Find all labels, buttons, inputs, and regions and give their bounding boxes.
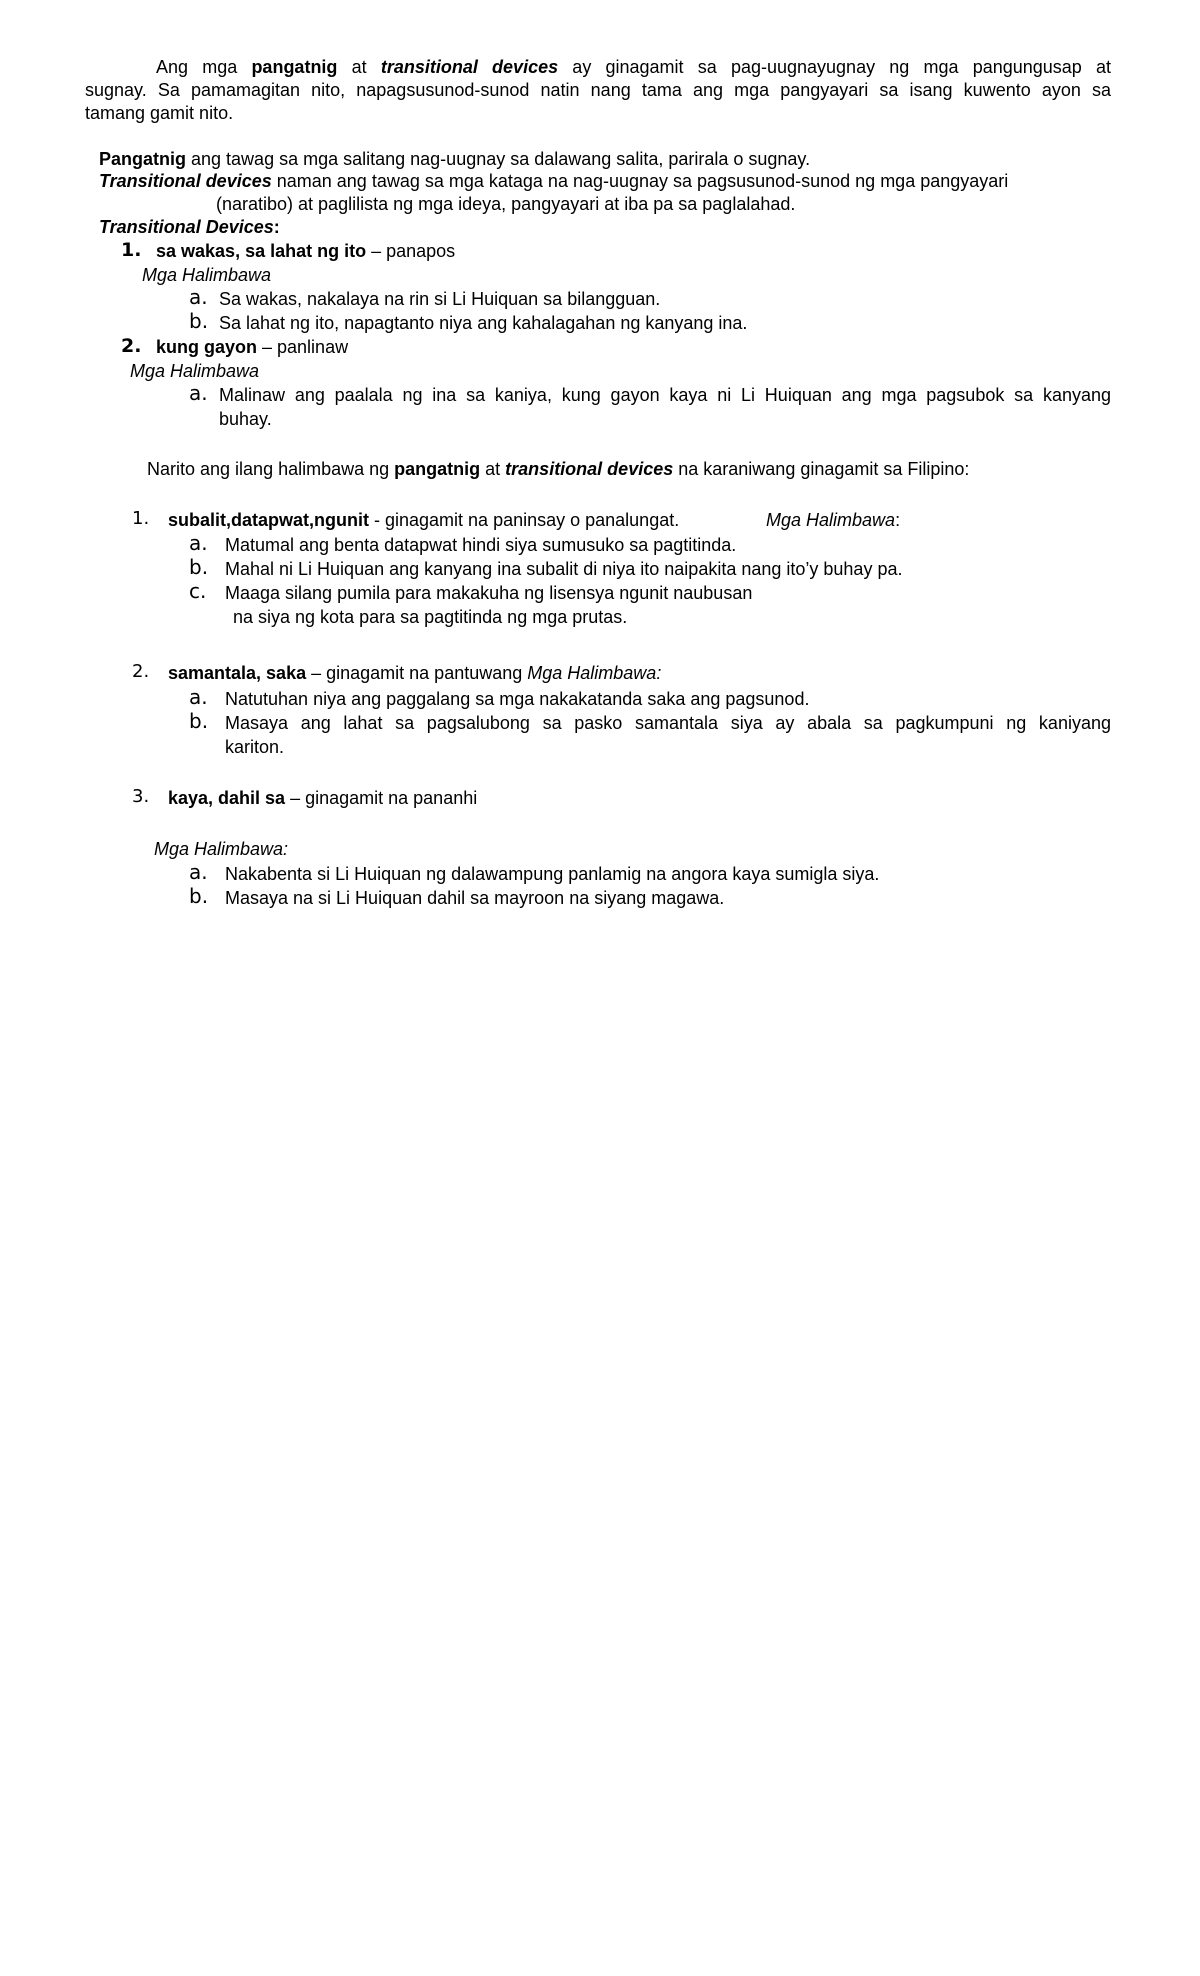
td-item-1-example-b: Sa lahat ng ito, napagtanto niya ang kahalagahan ng kanyang ina. bbox=[219, 313, 748, 333]
list-item-2: samantala, saka – ginagamit na pantuwang Mga Halimbawa: bbox=[168, 663, 662, 683]
list-item-1-examples-label: Mga Halimbawa: bbox=[766, 510, 901, 530]
list-item-1-example-a: Matumal ang benta datapwat hindi siya sumusuko sa pagtitinda. bbox=[225, 535, 737, 555]
list-item-3-example-a: Nakabenta si Li Huiquan ng dalawampung panlamig na angora kaya sumigla siya. bbox=[225, 864, 880, 884]
list-item-3-example-a-letter: a. bbox=[189, 860, 208, 884]
intro-line-1: Ang mga pangatnig at transitional devices ay ginagamit sa pag-uugnayugnay ng mga pangungusap at bbox=[156, 57, 1112, 77]
intro-line-2: sugnay. Sa pamamagitan nito, napagsusunod-sunod natin nang tama ang mga pangyayari sa isang kuwento ayon sa bbox=[85, 80, 1111, 100]
td-item-2-examples-label: Mga Halimbawa bbox=[130, 361, 260, 381]
list-item-3-example-b: Masaya na si Li Huiquan dahil sa mayroon na siyang magawa. bbox=[225, 888, 725, 908]
section-heading-transitional-devices: Transitional Devices: bbox=[99, 217, 280, 237]
list-item-2-number: 2. bbox=[132, 661, 150, 682]
list-item-3-examples-label: Mga Halimbawa: bbox=[154, 839, 289, 859]
definition-pangatnig: Pangatnig ang tawag sa mga salitang nag-uugnay sa dalawang salita, parirala o sugnay. bbox=[99, 149, 811, 169]
list-item-1-example-b: Mahal ni Li Huiquan ang kanyang ina subalit di niya ito naipakita nang ito’y buhay pa. bbox=[225, 559, 903, 579]
td-item-1-example-b-letter: b. bbox=[189, 309, 209, 333]
list-item-1-example-c-letter: c. bbox=[189, 579, 207, 603]
list-item-2-example-a: Natutuhan niya ang paggalang sa mga nakakatanda saka ang pagsunod. bbox=[225, 689, 810, 709]
list-item-3-example-b-letter: b. bbox=[189, 884, 209, 908]
td-item-2: kung gayon – panlinaw bbox=[156, 337, 349, 357]
narito-paragraph: Narito ang ilang halimbawa ng pangatnig at transitional devices na karaniwang ginagamit sa Filipino: bbox=[147, 459, 970, 479]
td-item-1-example-a: Sa wakas, nakalaya na rin si Li Huiquan sa bilangguan. bbox=[219, 289, 661, 309]
list-item-2-example-b-letter: b. bbox=[189, 709, 209, 733]
list-item-2-example-b-line-2: kariton. bbox=[225, 737, 285, 757]
td-item-1: sa wakas, sa lahat ng ito – panapos bbox=[156, 241, 456, 261]
list-item-1: subalit,datapwat,ngunit - ginagamit na paninsay o panalungat. bbox=[168, 510, 680, 530]
td-item-2-example-a-line-2: buhay. bbox=[219, 409, 272, 429]
td-item-2-example-a-letter: a. bbox=[189, 381, 208, 405]
definition-transitional-line-2: (naratibo) at paglilista ng mga ideya, pangyayari at iba pa sa paglalahad. bbox=[216, 194, 796, 214]
list-item-1-example-b-letter: b. bbox=[189, 555, 209, 579]
list-item-1-example-a-letter: a. bbox=[189, 531, 208, 555]
list-item-2-example-b-line-1: Masaya ang lahat sa pagsalubong sa pasko samantala siya ay abala sa pagkumpuni ng kaniyang bbox=[225, 713, 1111, 733]
list-item-3-number: 3. bbox=[132, 786, 150, 807]
list-item-2-example-a-letter: a. bbox=[189, 685, 208, 709]
td-item-1-examples-label: Mga Halimbawa bbox=[142, 265, 272, 285]
list-item-1-example-c-line-1: Maaga silang pumila para makakuha ng lisensya ngunit naubusan bbox=[225, 583, 753, 603]
intro-line-3: tamang gamit nito. bbox=[85, 103, 234, 123]
td-item-2-example-a-line-1: Malinaw ang paalala ng ina sa kaniya, kung gayon kaya ni Li Huiquan ang mga pagsubok sa kanyang bbox=[219, 385, 1111, 405]
td-item-1-number: 1. bbox=[121, 239, 142, 261]
td-item-2-number: 2. bbox=[121, 335, 142, 357]
definition-transitional-line-1: Transitional devices naman ang tawag sa mga kataga na nag-uugnay sa pagsusunod-sunod ng mga pangyayari bbox=[99, 171, 1009, 191]
list-item-1-number: 1. bbox=[132, 508, 150, 529]
td-item-1-example-a-letter: a. bbox=[189, 285, 208, 309]
list-item-1-example-c-line-2: na siya ng kota para sa pagtitinda ng mga prutas. bbox=[233, 607, 628, 627]
list-item-3: kaya, dahil sa – ginagamit na pananhi bbox=[168, 788, 478, 808]
